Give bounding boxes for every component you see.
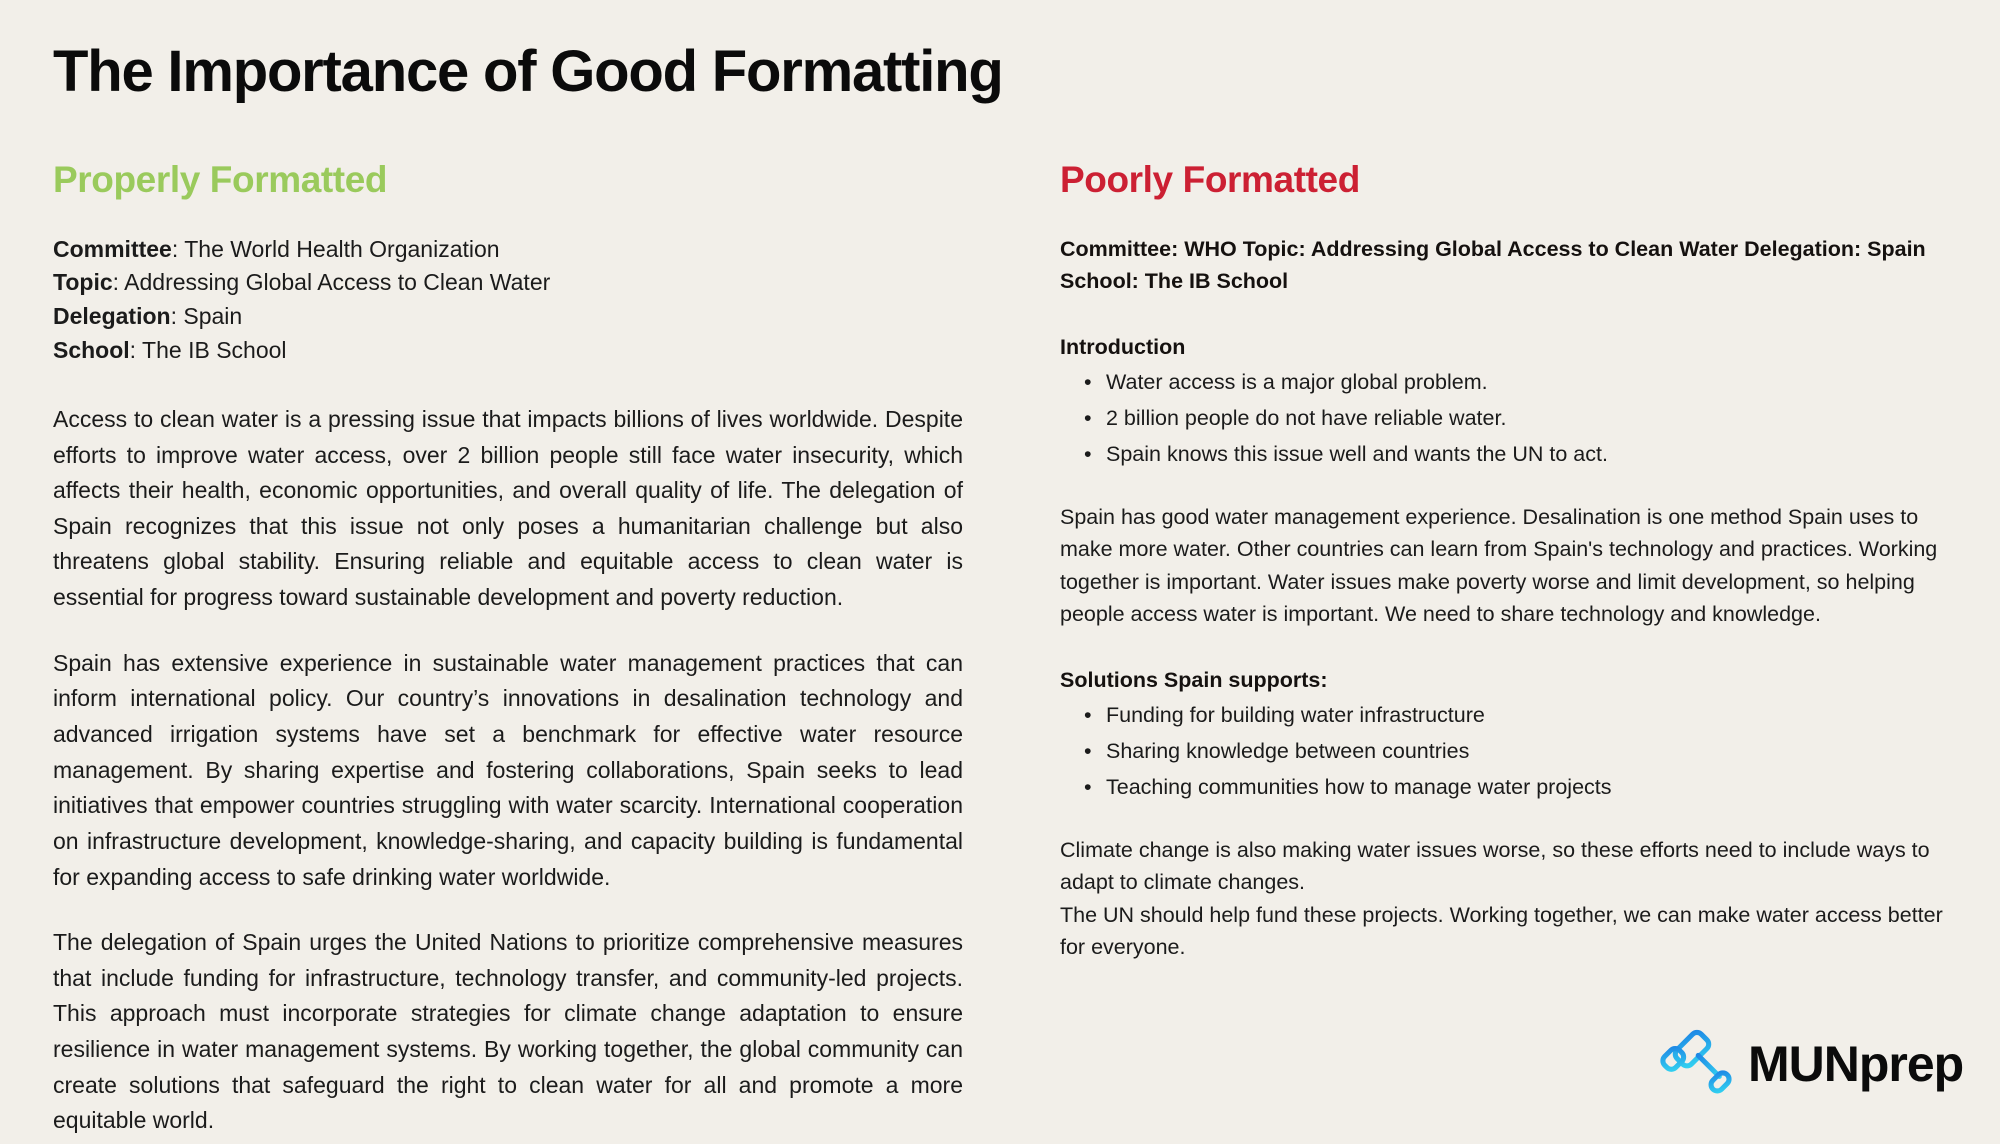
bullet-glyph-icon: •	[1084, 406, 1092, 431]
right-solutions-bullet-list	[1060, 699, 1965, 804]
heading-properly-formatted: Properly Formatted	[53, 159, 388, 200]
right-intro-heading: Introduction	[1060, 335, 1186, 360]
meta-line-topic	[53, 266, 963, 300]
column-properly-formatted	[53, 160, 1013, 1139]
list-item-label: Sharing knowledge between countries	[1106, 739, 1470, 764]
right-closing-paragraph-1: Climate change is also making water issues worse, so these efforts need to include ways to adapt to climate changes.	[1060, 838, 1930, 895]
list-item	[1060, 366, 1965, 399]
gavel-icon	[1660, 1025, 1738, 1103]
right-body-paragraph: Spain has good water management experience. Desalination is one method Spain uses to make more water. Other countries can learn from Spain's technology and practices. Working together is important. Water issues make poverty worse and limit development, so helping people access water is important. We need to share technology and knowledge.	[1060, 505, 1938, 626]
meta-value: The IB School	[142, 337, 287, 364]
right-closing-paragraph-2: The UN should help fund these projects. Working together, we can make water access better for everyone.	[1060, 902, 1943, 959]
list-item	[1060, 438, 1965, 471]
left-paragraph-1: Access to clean water is a pressing issue that impacts billions of lives worldwide. Despite efforts to improve water access, over 2 billion people still face water insecurity, which affects their health, economic opportunities, and overall quality of life. The delegation of Spain recognizes that this issue not only poses a humanitarian challenge but also threatens global stability. Ensuring reliable and equitable access to clean water is essential for progress toward sustainable development and poverty reduction.	[53, 405, 963, 611]
list-item-label: 2 billion people do not have reliable water.	[1106, 406, 1507, 431]
bullet-glyph-icon: •	[1084, 370, 1092, 395]
meta-line-delegation	[53, 300, 963, 334]
right-solutions-heading: Solutions Spain supports:	[1060, 668, 1328, 693]
left-meta-block	[53, 233, 963, 368]
list-item	[1060, 402, 1965, 435]
heading-poorly-formatted: Poorly Formatted	[1060, 159, 1360, 200]
bullet-glyph-icon: •	[1084, 739, 1092, 764]
left-paragraph-3: The delegation of Spain urges the United Nations to prioritize comprehensive measures that include funding for infrastructure, technology transfer, and community-led projects. This approach must incorporate strategies for climate change adaptation to ensure resilience in water management systems. By working together, the global community can create solutions that safeguard the right to clean water for all and promote a more equitable world.	[53, 929, 963, 1134]
logo-wordmark: MUNprep	[1748, 1036, 1964, 1092]
meta-key: Delegation	[53, 303, 171, 330]
bullet-glyph-icon: •	[1084, 442, 1092, 467]
meta-separator: :	[112, 269, 125, 296]
meta-separator: :	[170, 303, 184, 330]
page-title: The Importance of Good Formatting	[53, 39, 1003, 104]
meta-value: The World Health Organization	[184, 235, 500, 262]
bullet-glyph-icon: •	[1084, 703, 1092, 728]
list-item-label: Funding for building water infrastructure	[1106, 703, 1485, 728]
column-poorly-formatted	[1060, 160, 1965, 963]
right-header-block: Committee: WHO Topic: Addressing Global Access to Clean Water Delegation: Spain School: The IB School	[1060, 236, 1926, 293]
list-item	[1060, 735, 1965, 768]
two-column-layout	[0, 160, 2000, 1139]
meta-key: Committee	[53, 235, 172, 262]
meta-value: Addressing Global Access to Clean Water	[124, 269, 551, 296]
munprep-logo	[1660, 1025, 1963, 1103]
meta-key: School	[53, 337, 130, 364]
bullet-glyph-icon: •	[1084, 775, 1092, 800]
meta-line-school	[53, 334, 963, 368]
left-paragraph-2: Spain has extensive experience in sustainable water management practices that can inform international policy. Our country’s innovations in desalination technology and advanced irrigation systems have set a benchmark for effective water resource management. By sharing expertise and fostering collaborations, Spain seeks to lead initiatives that empower countries struggling with water scarcity. International cooperation on infrastructure development, knowledge-sharing, and capacity building is fundamental for expanding access to safe drinking water worldwide.	[53, 649, 963, 890]
meta-line-committee	[53, 233, 963, 267]
meta-separator: :	[129, 337, 143, 364]
list-item-label: Water access is a major global problem.	[1106, 370, 1488, 395]
list-item	[1060, 771, 1965, 804]
list-item-label: Teaching communities how to manage water projects	[1106, 775, 1612, 800]
list-item-label: Spain knows this issue well and wants the UN to act.	[1106, 442, 1608, 467]
list-item	[1060, 699, 1965, 732]
meta-separator: :	[171, 235, 185, 262]
meta-value: Spain	[183, 303, 243, 330]
right-intro-bullet-list	[1060, 366, 1965, 471]
meta-key: Topic	[53, 269, 113, 296]
